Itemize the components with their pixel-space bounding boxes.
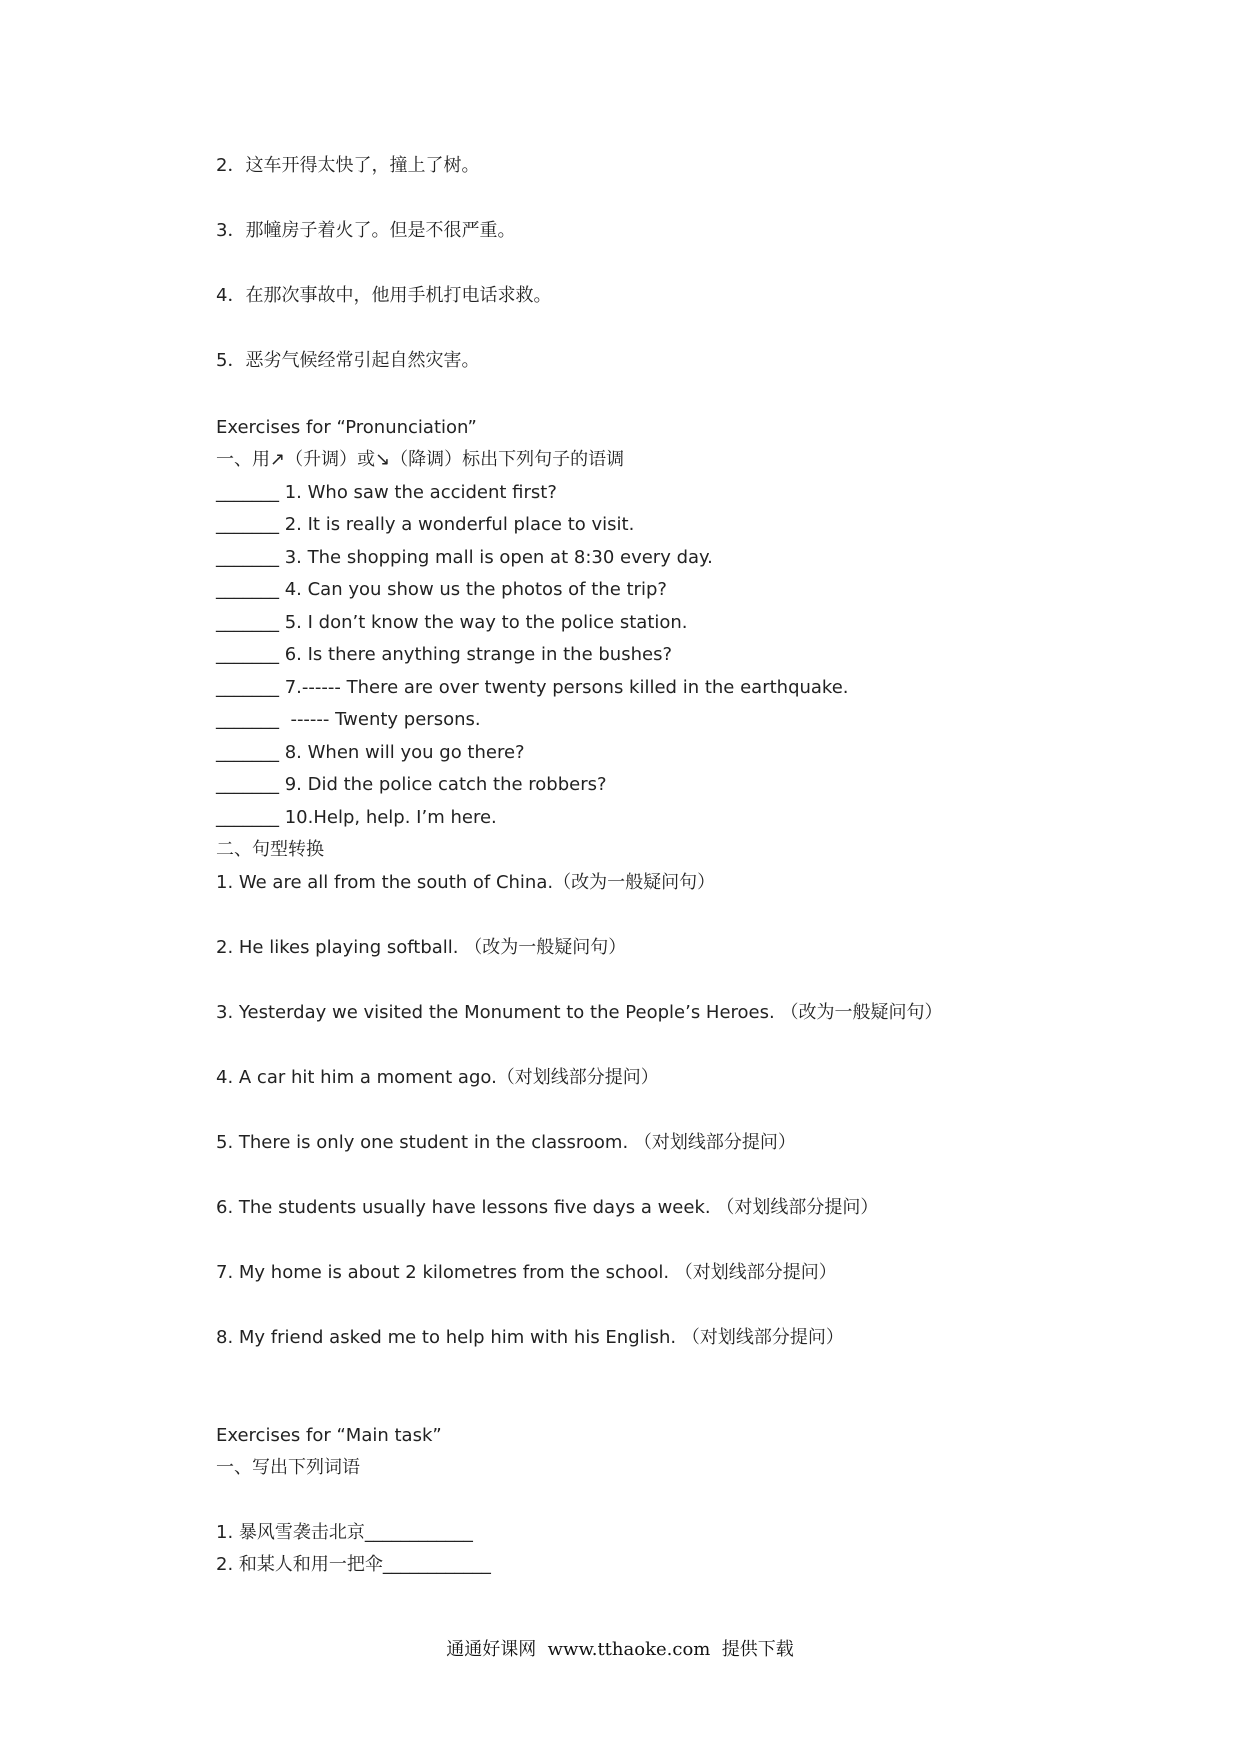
transform-item: 7. My home is about 2 kilometres from the school. （对划线部分提问） <box>216 1262 837 1283</box>
intonation-item: _______ 8. When will you go there? <box>216 742 525 763</box>
transform-item: 2. He likes playing softball. （改为一般疑问句） <box>216 937 627 958</box>
main-task-part1-heading: 一、写出下列词语 <box>216 1457 360 1478</box>
intonation-item: _______ 3. The shopping mall is open at 8:30 every day. <box>216 547 713 568</box>
vocabulary-item: 1. 暴风雪袭击北京____________ <box>216 1522 473 1543</box>
intonation-item: _______ 4. Can you show us the photos of the trip? <box>216 579 667 600</box>
vocabulary-item: 2. 和某人和用一把伞____________ <box>216 1554 491 1575</box>
page-footer: 通通好课网 www.tthaoke.com 提供下载 <box>446 1639 794 1660</box>
intonation-item: _______ 7.------ There are over twenty persons killed in the earthquake. <box>216 677 849 698</box>
intonation-item: _______ 6. Is there anything strange in the bushes? <box>216 644 672 665</box>
pronunciation-part2-heading: 二、句型转换 <box>216 839 324 860</box>
transform-item: 3. Yesterday we visited the Monument to the People’s Heroes. （改为一般疑问句） <box>216 1002 943 1023</box>
transform-item: 4. A car hit him a moment ago.（对划线部分提问） <box>216 1067 659 1088</box>
intonation-item: _______ 2. It is really a wonderful place to visit. <box>216 514 635 535</box>
translation-item: 5．恶劣气候经常引起自然灾害。 <box>216 350 480 371</box>
intonation-item: _______ 10.Help, help. I’m here. <box>216 807 497 828</box>
translation-item: 3．那幢房子着火了。但是不很严重。 <box>216 220 516 241</box>
transform-item: 6. The students usually have lessons five days a week. （对划线部分提问） <box>216 1197 879 1218</box>
translation-item: 2．这车开得太快了，撞上了树。 <box>216 155 480 176</box>
transform-item: 8. My friend asked me to help him with his English. （对划线部分提问） <box>216 1327 844 1348</box>
main-task-section-title: Exercises for “Main task” <box>216 1425 442 1446</box>
intonation-item: _______ 9. Did the police catch the robbers? <box>216 774 607 795</box>
translation-item: 4．在那次事故中，他用手机打电话求救。 <box>216 285 552 306</box>
transform-item: 1. We are all from the south of China.（改为一般疑问句） <box>216 872 716 893</box>
intonation-item: _______ 5. I don’t know the way to the police station. <box>216 612 688 633</box>
intonation-item: _______ 1. Who saw the accident first? <box>216 482 557 503</box>
pronunciation-part1-heading: 一、用↗（升调）或↘（降调）标出下列句子的语调 <box>216 449 625 470</box>
intonation-item: _______ ------ Twenty persons. <box>216 709 481 730</box>
pronunciation-section-title: Exercises for “Pronunciation” <box>216 417 477 438</box>
transform-item: 5. There is only one student in the classroom. （对划线部分提问） <box>216 1132 796 1153</box>
